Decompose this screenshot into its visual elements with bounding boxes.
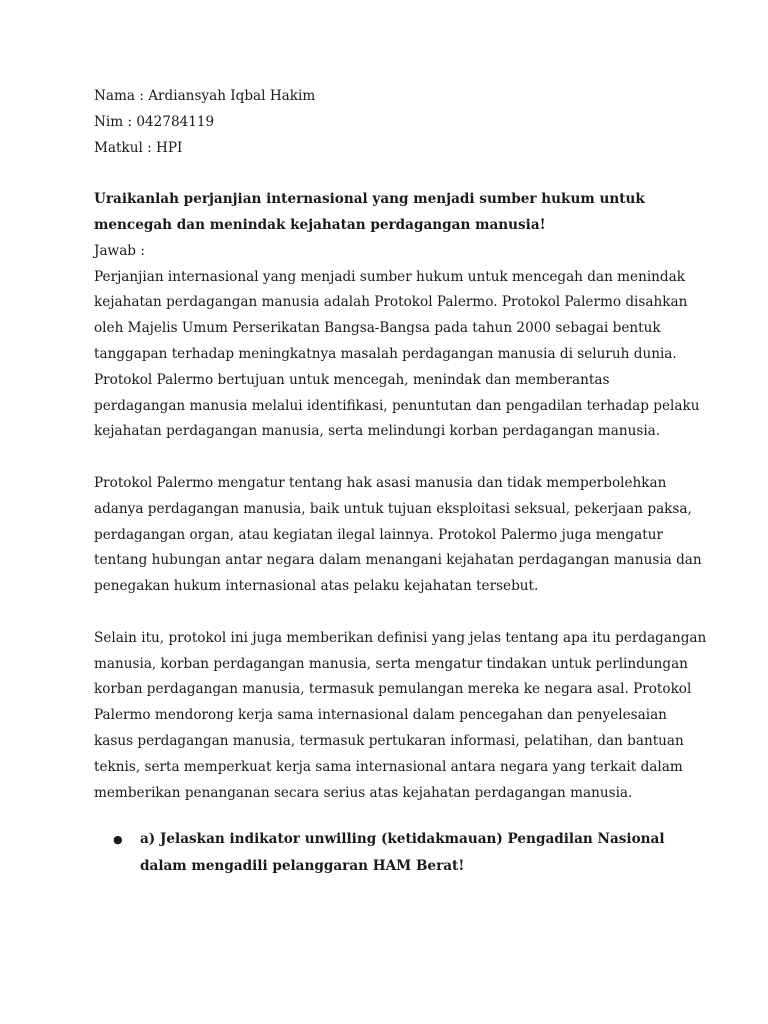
student-nim: Nim : 042784119 (94, 113, 215, 130)
spacer (94, 600, 684, 626)
paragraph-line: korban perdagangan manusia, termasuk pemulangan mereka ke negara asal. Protokol (94, 681, 692, 698)
paragraph-line: Perjanjian internasional yang menjadi sumber hukum untuk mencegah dan menindak (94, 268, 685, 285)
student-name: Nama : Ardiansyah Iqbal Hakim (94, 88, 316, 104)
bullet-question (140, 826, 665, 880)
spacer (94, 161, 684, 187)
paragraph-line: perdagangan organ, atau kegiatan ilegal lainnya. Protokol Palermo juga mengatur (94, 526, 663, 543)
course-name: Matkul : HPI (94, 139, 183, 156)
paragraph-line: kejahatan perdagangan manusia, serta melindungi korban perdagangan manusia. (94, 423, 661, 440)
paragraph-line: teknis, serta memperkuat kerja sama internasional antara negara yang terkait dalam (94, 758, 683, 775)
paragraph-line: Palermo mendorong kerja sama internasional dalam pencegahan dan penyelesaian (94, 707, 667, 724)
paragraph-2 (94, 471, 702, 600)
question-line: Uraikanlah perjanjian internasional yang menjadi sumber hukum untuk (94, 191, 645, 208)
bullet-line: dalam mengadili pelanggaran HAM Berat! (140, 858, 465, 874)
bullet-icon: ● (113, 833, 123, 846)
paragraph-line: tentang hubungan antar negara dalam menangani kejahatan perdagangan manusia dan (94, 552, 702, 569)
paragraph-line: perdagangan manusia melalui identifikasi, penuntutan dan pengadilan terhadap pelaku (94, 397, 700, 414)
question-line: mencegah dan menindak kejahatan perdagangan manusia! (94, 216, 546, 233)
paragraph-line: penegakan hukum internasional atas pelaku kejahatan tersebut. (94, 578, 539, 595)
paragraph-3 (94, 626, 707, 807)
paragraph-line: tanggapan terhadap meningkatnya masalah perdagangan manusia di seluruh dunia. (94, 345, 677, 362)
paragraph-line: kejahatan perdagangan manusia adalah Protokol Palermo. Protokol Palermo disahkan (94, 294, 688, 311)
paragraph-line: Protokol Palermo mengatur tentang hak asasi manusia dan tidak memperbolehkan (94, 474, 667, 491)
bullet-line: a) Jelaskan indikator unwilling (ketidakmauan) Pengadilan Nasional (140, 831, 665, 847)
paragraph-1 (94, 265, 700, 446)
document-body (94, 84, 707, 806)
spacer (94, 445, 684, 471)
paragraph-line: adanya perdagangan manusia, baik untuk tujuan eksploitasi seksual, pekerjaan paksa, (94, 500, 692, 517)
paragraph-line: manusia, korban perdagangan manusia, serta mengatur tindakan untuk perlindungan (94, 655, 688, 672)
paragraph-line: Selain itu, protokol ini juga memberikan definisi yang jelas tentang apa itu perdagangan (94, 629, 707, 646)
paragraph-line: Protokol Palermo bertujuan untuk mencegah, menindak dan memberantas (94, 371, 610, 388)
paragraph-line: oleh Majelis Umum Perserikatan Bangsa-Bangsa pada tahun 2000 sebagai bentuk (94, 320, 661, 337)
answer-label: Jawab : (94, 242, 145, 259)
paragraph-line: kasus perdagangan manusia, termasuk pertukaran informasi, pelatihan, dan bantuan (94, 732, 684, 749)
paragraph-line: memberikan penanganan secara serius atas kejahatan perdagangan manusia. (94, 784, 633, 801)
